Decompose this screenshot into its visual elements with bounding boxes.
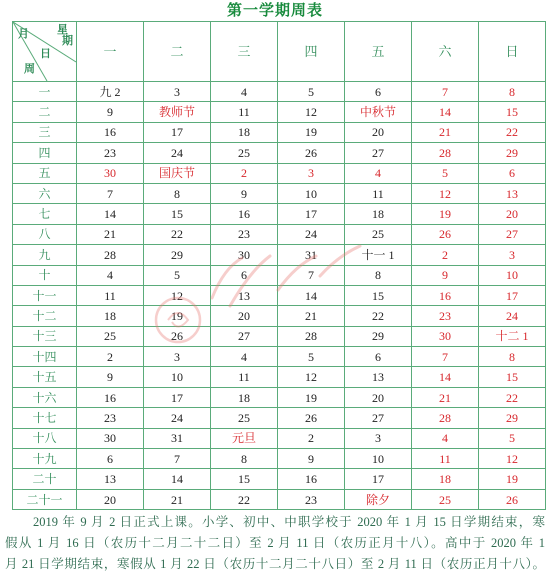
day-cell: 21 (412, 123, 478, 142)
day-cell: 5 (278, 347, 344, 366)
day-cell: 3 (144, 82, 210, 101)
day-cell: 22 (211, 490, 277, 509)
day-cell: 2 (278, 429, 344, 448)
day-cell: 28 (278, 327, 344, 346)
week-number-cell: 七 (13, 204, 76, 223)
day-cell: 13 (345, 367, 411, 386)
day-cell: 8 (144, 184, 210, 203)
week-number-cell: 十八 (13, 429, 76, 448)
day-cell: 15 (144, 204, 210, 223)
semester-note-line: 假从 1 月 16 日（农历十二月二十二日）至 2 月 11 日（农历正月十八）。高中于 2020 年 1 (5, 536, 545, 550)
day-cell: 7 (278, 266, 344, 285)
day-cell: 28 (77, 245, 143, 264)
day-cell: 4 (211, 347, 277, 366)
weekday-header-fri: 五 (345, 22, 411, 81)
day-cell: 4 (412, 429, 478, 448)
day-cell: 2 (77, 347, 143, 366)
day-cell: 19 (278, 388, 344, 407)
day-cell: 12 (278, 102, 344, 121)
day-cell: 25 (211, 143, 277, 162)
day-cell: 29 (479, 408, 545, 427)
corner-week-label: 周 (24, 63, 35, 75)
week-number-cell: 九 (13, 245, 76, 264)
day-cell: 16 (278, 469, 344, 488)
week-number-cell: 五 (13, 164, 76, 183)
day-cell: 15 (479, 367, 545, 386)
day-cell: 9 (412, 266, 478, 285)
day-cell: 20 (77, 490, 143, 509)
week-number-cell: 十四 (13, 347, 76, 366)
day-cell: 20 (211, 306, 277, 325)
week-number-cell: 一 (13, 82, 76, 101)
day-cell: 12 (479, 449, 545, 468)
day-cell: 27 (211, 327, 277, 346)
day-cell: 18 (77, 306, 143, 325)
day-cell: 31 (278, 245, 344, 264)
day-cell: 11 (412, 449, 478, 468)
week-number-cell: 十七 (13, 408, 76, 427)
day-cell: 21 (144, 490, 210, 509)
day-cell: 25 (412, 490, 478, 509)
day-cell: 20 (345, 388, 411, 407)
week-number-cell: 二十 (13, 469, 76, 488)
day-cell: 30 (412, 327, 478, 346)
day-cell: 14 (144, 469, 210, 488)
day-cell: 8 (479, 82, 545, 101)
day-cell: 12 (144, 286, 210, 305)
day-cell: 25 (77, 327, 143, 346)
day-cell: 九 2 (77, 82, 143, 101)
day-cell: 16 (211, 204, 277, 223)
day-cell: 16 (77, 123, 143, 142)
day-cell: 18 (345, 204, 411, 223)
day-cell: 6 (345, 82, 411, 101)
day-cell: 25 (211, 408, 277, 427)
day-cell: 30 (211, 245, 277, 264)
day-cell: 15 (345, 286, 411, 305)
day-cell: 7 (412, 347, 478, 366)
weekday-header-sun: 日 (479, 22, 545, 81)
day-cell: 13 (77, 469, 143, 488)
day-cell: 21 (412, 388, 478, 407)
day-cell: 31 (144, 429, 210, 448)
day-cell: 24 (479, 306, 545, 325)
day-cell: 18 (211, 388, 277, 407)
day-cell: 8 (345, 266, 411, 285)
day-cell: 17 (345, 469, 411, 488)
day-cell: 3 (479, 245, 545, 264)
day-cell: 10 (144, 367, 210, 386)
day-cell: 22 (479, 123, 545, 142)
day-cell: 11 (211, 102, 277, 121)
weekday-header-sat: 六 (412, 22, 478, 81)
day-cell: 19 (144, 306, 210, 325)
day-cell: 5 (412, 164, 478, 183)
day-cell: 29 (479, 143, 545, 162)
day-cell: 4 (77, 266, 143, 285)
day-cell: 27 (345, 408, 411, 427)
weekday-header-thu: 四 (278, 22, 344, 81)
day-cell: 17 (479, 286, 545, 305)
day-cell: 3 (345, 429, 411, 448)
page-title: 第一学期周表 (226, 3, 323, 19)
day-cell: 14 (412, 367, 478, 386)
day-cell: 27 (345, 143, 411, 162)
day-cell: 10 (345, 449, 411, 468)
day-cell: 24 (278, 225, 344, 244)
day-cell: 26 (144, 327, 210, 346)
day-cell: 21 (278, 306, 344, 325)
day-cell: 3 (278, 164, 344, 183)
day-cell: 14 (77, 204, 143, 223)
day-cell: 20 (479, 204, 545, 223)
semester-week-table (12, 21, 546, 510)
day-cell: 十二 1 (479, 327, 545, 346)
corner-header-cell (13, 22, 76, 81)
day-cell: 15 (211, 469, 277, 488)
day-cell: 6 (479, 164, 545, 183)
day-cell: 28 (412, 408, 478, 427)
day-cell: 7 (144, 449, 210, 468)
day-cell: 8 (211, 449, 277, 468)
week-number-cell: 八 (13, 225, 76, 244)
day-cell: 10 (479, 266, 545, 285)
corner-weekday-label: 星 (57, 24, 68, 36)
day-cell: 11 (77, 286, 143, 305)
day-cell: 29 (144, 245, 210, 264)
day-cell: 10 (278, 184, 344, 203)
week-number-cell: 四 (13, 143, 76, 162)
day-cell: 2 (211, 164, 277, 183)
day-cell: 19 (412, 204, 478, 223)
day-cell: 18 (412, 469, 478, 488)
day-cell: 7 (412, 82, 478, 101)
day-cell: 18 (211, 123, 277, 142)
day-cell: 26 (479, 490, 545, 509)
day-cell: 26 (278, 143, 344, 162)
day-cell: 17 (278, 204, 344, 223)
holiday-cell: 除夕 (345, 490, 411, 509)
semester-note (5, 512, 545, 575)
holiday-cell: 国庆节 (144, 164, 210, 183)
day-cell: 9 (278, 449, 344, 468)
day-cell: 23 (77, 143, 143, 162)
holiday-cell: 元旦 (211, 429, 277, 448)
day-cell: 23 (77, 408, 143, 427)
day-cell: 6 (345, 347, 411, 366)
day-cell: 5 (144, 266, 210, 285)
day-cell: 十一 1 (345, 245, 411, 264)
day-cell: 19 (278, 123, 344, 142)
holiday-cell: 中秋节 (345, 102, 411, 121)
week-number-cell: 十二 (13, 306, 76, 325)
day-cell: 25 (345, 225, 411, 244)
day-cell: 24 (144, 143, 210, 162)
day-cell: 14 (278, 286, 344, 305)
day-cell: 2 (412, 245, 478, 264)
week-number-cell: 十九 (13, 449, 76, 468)
day-cell: 13 (211, 286, 277, 305)
weekday-header-tue: 二 (144, 22, 210, 81)
week-number-cell: 十一 (13, 286, 76, 305)
day-cell: 23 (211, 225, 277, 244)
day-cell: 17 (144, 388, 210, 407)
week-number-cell: 十 (13, 266, 76, 285)
weekday-header-wed: 三 (211, 22, 277, 81)
day-cell: 12 (278, 367, 344, 386)
day-cell: 13 (479, 184, 545, 203)
day-cell: 3 (144, 347, 210, 366)
day-cell: 22 (479, 388, 545, 407)
week-number-cell: 十五 (13, 367, 76, 386)
week-number-cell: 三 (13, 123, 76, 142)
day-cell: 9 (77, 367, 143, 386)
day-cell: 6 (77, 449, 143, 468)
week-number-cell: 十三 (13, 327, 76, 346)
weekday-header-mon: 一 (77, 22, 143, 81)
week-number-cell: 六 (13, 184, 76, 203)
day-cell: 7 (77, 184, 143, 203)
day-cell: 11 (211, 367, 277, 386)
day-cell: 20 (345, 123, 411, 142)
day-cell: 22 (345, 306, 411, 325)
week-number-cell: 二 (13, 102, 76, 121)
day-cell: 4 (345, 164, 411, 183)
day-cell: 17 (144, 123, 210, 142)
day-cell: 9 (77, 102, 143, 121)
day-cell: 28 (412, 143, 478, 162)
day-cell: 12 (412, 184, 478, 203)
day-cell: 8 (479, 347, 545, 366)
week-number-cell: 二十一 (13, 490, 76, 509)
semester-note-line: 2019 年 9 月 2 日正式上课。小学、初中、中职学校于 2020 年 1 月 15 日学期结束，寒 (33, 515, 545, 529)
day-cell: 15 (479, 102, 545, 121)
day-cell: 4 (211, 82, 277, 101)
corner-day-label: 日 (40, 48, 51, 60)
day-cell: 23 (278, 490, 344, 509)
day-cell: 30 (77, 164, 143, 183)
day-cell: 29 (345, 327, 411, 346)
day-cell: 24 (144, 408, 210, 427)
day-cell: 16 (412, 286, 478, 305)
day-cell: 22 (144, 225, 210, 244)
day-cell: 26 (412, 225, 478, 244)
day-cell: 27 (479, 225, 545, 244)
day-cell: 11 (345, 184, 411, 203)
semester-note-line: 月 21 日学期结束，寒假从 1 月 22 日（农历十二月二十八日）至 2 月 11 日（农历正月十八）。 (5, 557, 545, 571)
day-cell: 9 (211, 184, 277, 203)
day-cell: 5 (278, 82, 344, 101)
day-cell: 14 (412, 102, 478, 121)
day-cell: 16 (77, 388, 143, 407)
day-cell: 5 (479, 429, 545, 448)
day-cell: 23 (412, 306, 478, 325)
day-cell: 26 (278, 408, 344, 427)
day-cell: 30 (77, 429, 143, 448)
holiday-cell: 教师节 (144, 102, 210, 121)
day-cell: 6 (211, 266, 277, 285)
day-cell: 19 (479, 469, 545, 488)
day-cell: 21 (77, 225, 143, 244)
corner-month-label: 月 (18, 28, 29, 40)
corner-weekday-label: 期 (62, 35, 73, 47)
week-number-cell: 十六 (13, 388, 76, 407)
